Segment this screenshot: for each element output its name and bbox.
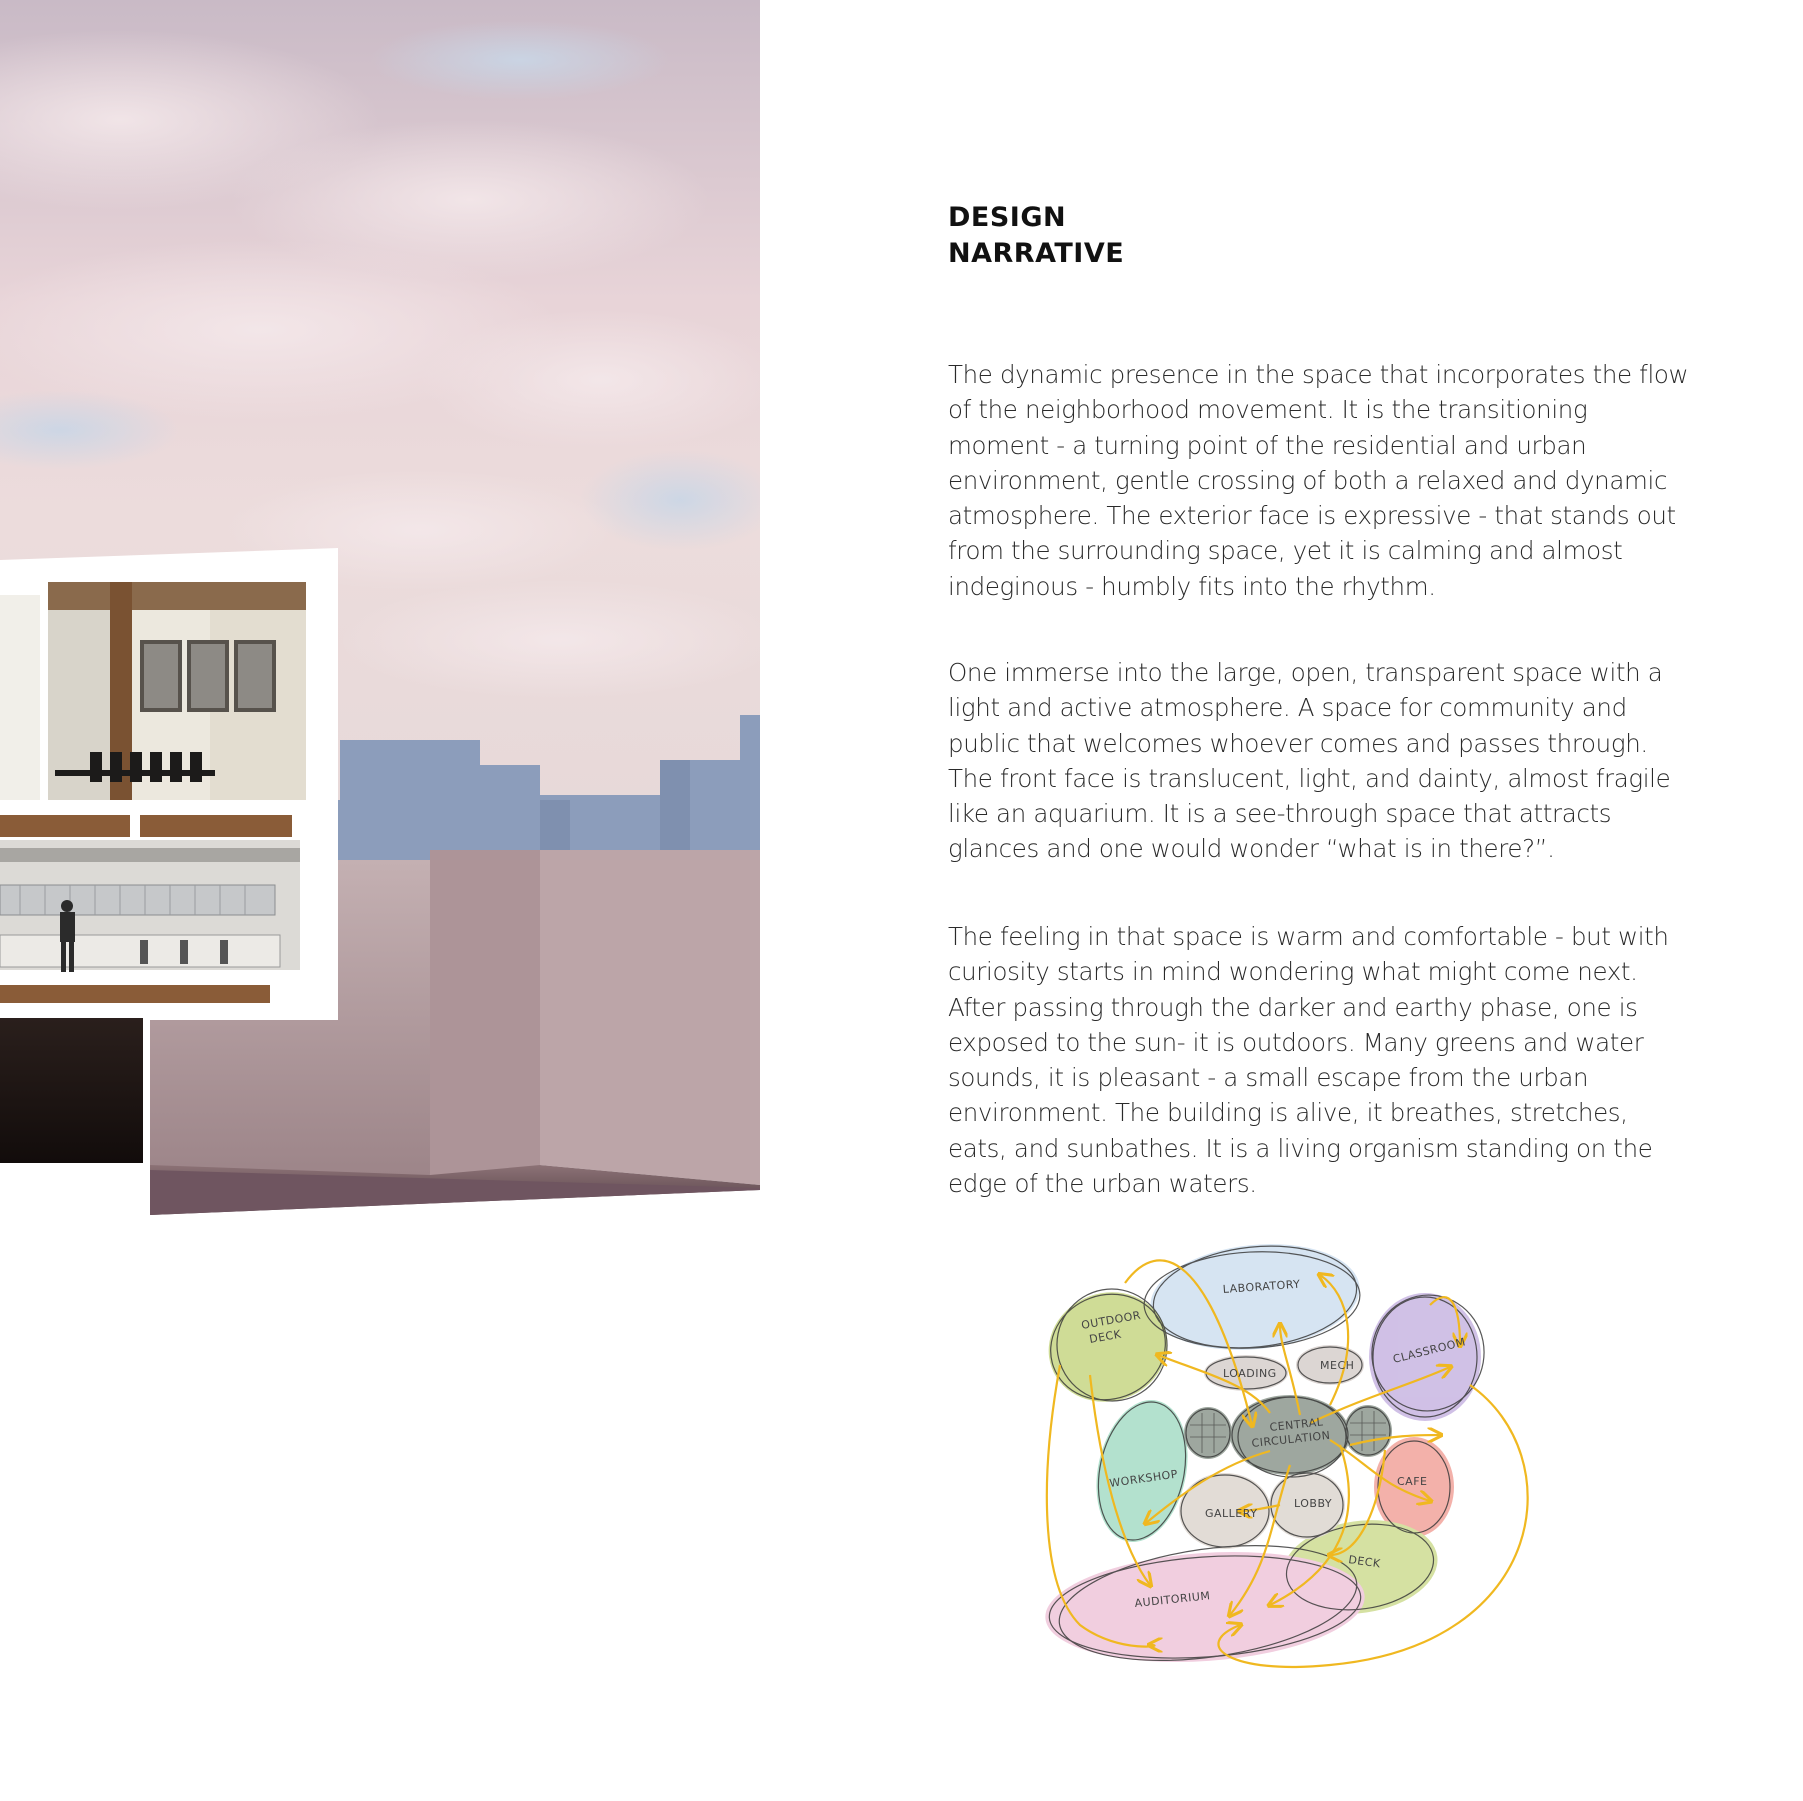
label-central-2: CIRCULATION	[1250, 1428, 1332, 1450]
label-mech: MECH	[1320, 1359, 1355, 1372]
narrative-paragraph-1: The dynamic presence in the space that incorporates the flow of the neighborhood movement. It is the transitioning moment - a turning point of the residential and urban environment, gentle crossing of both a relaxed and dynamic atmosphere. The exterior face is expressive - that stands out from the surrounding space, yet it is calming and almost indeginous - humbly fits into the rhythm.	[948, 360, 1689, 601]
bubble-workshop	[1084, 1391, 1200, 1550]
label-cafe: CAFE	[1397, 1475, 1428, 1488]
narrative-paragraph-3: The feeling in that space is warm and comfortable - but with curiosity starts in mind wondering what might come next. After passing through the darker and earthy phase, one is exposed to the sun- it is outdoors. Many greens and water sounds, it is pleasant - a small escape from the urban environment. The building is alive, it breathes, stretches, eats, and sunbathes. It is a living organism standing on the edge of the urban waters.	[948, 922, 1669, 1199]
label-laboratory: LABORATORY	[1222, 1277, 1301, 1296]
section-render-image	[0, 0, 760, 1220]
label-auditorium: AUDITORIUM	[1133, 1589, 1212, 1610]
bubble-diagram	[1030, 1225, 1560, 1675]
bubble-stair-left	[1184, 1407, 1232, 1459]
label-classroom: CLASSROOM	[1391, 1335, 1468, 1366]
label-deck: DECK	[1347, 1553, 1382, 1571]
page-title	[948, 200, 1124, 272]
label-loading: LOADING	[1223, 1367, 1277, 1380]
label-gallery: GALLERY	[1205, 1507, 1258, 1520]
title-line-2: NARRATIVE	[948, 238, 1125, 269]
title-line-1: DESIGN	[948, 202, 1067, 233]
bubble-laboratory	[1145, 1234, 1365, 1359]
bubble-stair-right	[1344, 1405, 1392, 1457]
label-outdoor-deck-1: OUTDOOR	[1080, 1308, 1142, 1332]
label-lobby: LOBBY	[1294, 1497, 1333, 1510]
label-workshop: WORKSHOP	[1108, 1467, 1179, 1490]
label-outdoor-deck-2: DECK	[1088, 1327, 1123, 1346]
narrative-paragraph-2: One immerse into the large, open, transparent space with a light and active atmosphere. A space for community and public that welcomes whoever comes and passes through. The front face is translucent, light, and dainty, almost fragile like an aquarium. It is a see-through space that attracts glances and one would wonder “what is in there?”.	[948, 658, 1671, 864]
label-central-1: CENTRAL	[1268, 1415, 1324, 1434]
